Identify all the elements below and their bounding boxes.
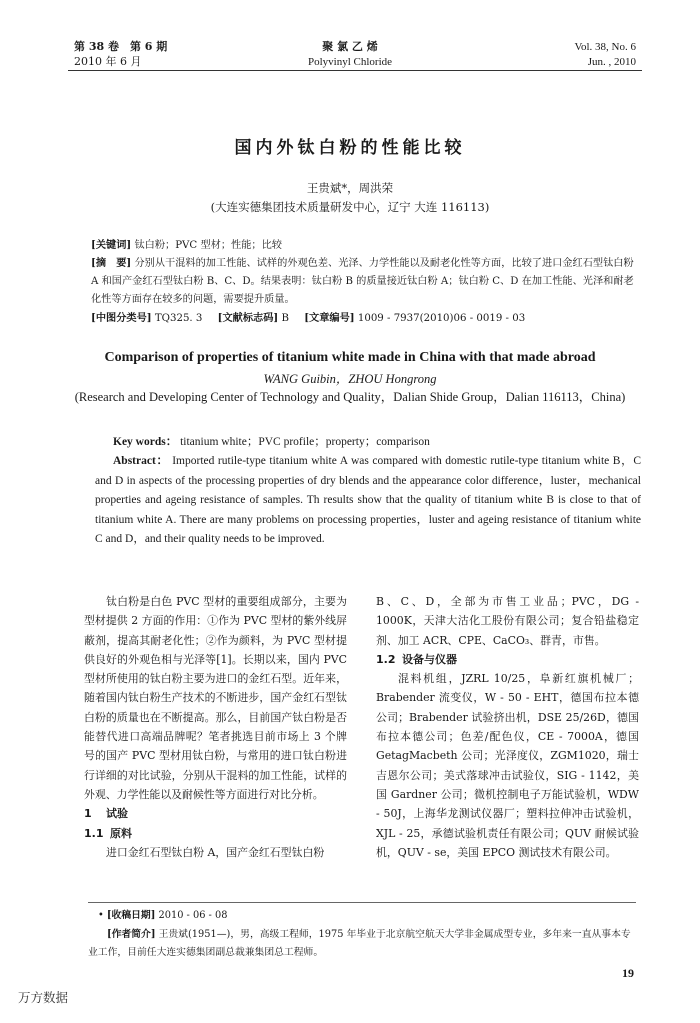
authors-en: WANG Guibin，ZHOU Hongrong xyxy=(263,372,437,386)
watermark: 万方数据 xyxy=(18,990,69,1005)
footnote-bullet: • xyxy=(98,910,107,921)
keywords-cn xyxy=(91,236,639,255)
article-title-cn: 国内外钛白粉的性能比较 xyxy=(234,138,466,158)
section-1-1-title: 原料 xyxy=(110,826,132,840)
received-label: [收稿日期] xyxy=(106,910,156,921)
body-right-column xyxy=(376,592,639,862)
article-title-en: Comparison of properties of titanium white made in China with that made abroad xyxy=(104,350,596,365)
keywords-en xyxy=(113,433,641,452)
abstract-text-cn: 分别从干混料的加工性能、试样的外观色差、光泽、力学性能以及耐老化性等方面，比较了进口金红石型钛白粉 A 和国产金红石型钛白粉 B、C、D。结果表明：钛白粉 B 的质量接近钛白粉 A；钛白粉 C、D 在加工性能、光泽和耐老化性等方面存在较多的问题，需要提升质量。 xyxy=(91,258,634,305)
header-volume-en: Vol. 38, No. 6 xyxy=(574,41,636,53)
keywords-label-en: Key words： xyxy=(113,436,178,448)
section-1-title: 试验 xyxy=(106,807,128,821)
author-bio-text: 王贵斌(1951—)，男，高级工程师，1975 年毕业于北京航空航天大学非金属成型专业，多年来一直从事本专业工作，目前任大连实德集团副总裁兼集团总工程师。 xyxy=(88,929,631,958)
footnote-author-bio xyxy=(88,926,640,962)
body-left-column xyxy=(84,592,347,862)
article-number: 1009 - 7937(2010)06 - 0019 - 03 xyxy=(357,313,526,324)
footnote-rule xyxy=(88,902,636,903)
section-1-heading xyxy=(84,804,347,823)
materials-paragraph-start: 进口金红石型钛白粉 A，国产金红石型钛白粉 xyxy=(106,845,325,859)
class-number: TQ325. 3 xyxy=(154,313,203,324)
keywords-text-cn: 钛白粉；PVC 型材；性能；比较 xyxy=(134,240,282,251)
section-1-number: 1 xyxy=(84,807,92,821)
article-no-label: [文章编号] xyxy=(304,312,355,324)
equipment-paragraph: 混料机组，JZRL 10/25，阜新红旗机械厂；Brabender 流变仪，W - 50 - EHT，德国布拉本德公司；Brabender 试验挤出机，DSE 25/26D，德国布拉本德公司；色差/配色仪，CE - 7000A，德国 GetagMacbeth 公司；光泽度仪，ZGM1020，瑞士吉恩尔公司；美式落球冲击试验仪，SIG - 1142，美国 Gardner 公司；微机控制电子万能试验机，WDW - 50J，上海华龙测试仪器厂；塑料拉伸冲击试验机，XJL - 25，承德试验机责任有限公司；QUV 耐候试验机，QUV - se，美国 EPCO 测试技术有限公司。 xyxy=(376,672,639,859)
author-bio-label: [作者简介] xyxy=(107,929,156,940)
class-label: [中图分类号] xyxy=(91,312,152,324)
header-journal-en: Polyvinyl Chloride xyxy=(307,56,393,68)
section-1-2-title: 设备与仪器 xyxy=(402,652,457,666)
abstract-label-en: Abstract： xyxy=(113,455,169,467)
intro-paragraph: 钛白粉是白色 PVC 型材的重要组成部分，主要为型材提供 2 方面的作用：①作为 PVC 型材的紫外线屏蔽剂，提高其耐老化性；②作为颜料，为 PVC 型材提供良好的外观色相与光泽等[1]。长期以来，国内 PVC 型材所使用的钛白粉主要为进口的金红石型。近年来，随着国内钛白粉生产技术的不断进步，国产金红石型钛白粉的质量也在不断提高。那么，目前国产钛白粉是否能替代进口高端品牌呢？笔者挑选目前市场上 3 个牌号的国产 PVC 型材用钛白粉，与常用的进口钛白粉进行详细的对比试验，分别从干混料的加工性能，试样的外观、力学性能以及耐候性等方面进行对比分析。 xyxy=(84,595,347,801)
header-date-en: Jun. , 2010 xyxy=(587,56,636,68)
authors-cn: 王贵斌*，周洪荣 xyxy=(306,181,394,195)
affiliation-cn: (大连实德集团技术质量研发中心，辽宁 大连 116113) xyxy=(210,200,490,214)
abstract-en xyxy=(95,452,641,550)
section-1-2-number: 1.2 xyxy=(376,652,396,666)
footnote-received xyxy=(98,907,650,925)
header-rule xyxy=(68,70,642,71)
abstract-label-cn: [摘 要] xyxy=(91,257,132,269)
materials-paragraph-end: B、C、D，全部为市售工业品；PVC，DG - 1000K，天津大沽化工股份有限公司；复合铅盐稳定剂、加工 ACR、CPE、CaCO₃、群青，市售。 xyxy=(376,595,639,647)
classification-line xyxy=(91,309,639,328)
keywords-text-en: titanium white；PVC profile；property；comparison xyxy=(180,436,430,448)
header-volume-cn: 第 38 卷 第 6 期 xyxy=(74,40,168,53)
page-number: 19 xyxy=(622,966,634,980)
section-1-1-heading xyxy=(84,824,347,843)
header-journal-cn: 聚 氯 乙 烯 xyxy=(322,40,378,53)
doc-code: B xyxy=(281,313,289,324)
keywords-label-cn: [关键词] xyxy=(91,239,132,251)
abstract-text-en: Imported rutile-type titanium white A was compared with domestic rutile-type titanium white B，C and D in aspects of the processing properties of dry blends and the appearance color difference，luster，mechanical properties and ageing resistance of samples. Th results show that the quality of titanium white B is close to that of titanium white A. There are many problems on processing properties，luster and ageing resistance of titanium white C and D，and their quality needs to be improved. xyxy=(95,455,641,546)
abstract-cn xyxy=(91,254,641,309)
received-date: 2010 - 06 - 08 xyxy=(158,910,228,921)
header-date-cn: 2010 年 6 月 xyxy=(74,55,142,68)
section-1-1-number: 1.1 xyxy=(84,826,104,840)
section-1-2-heading xyxy=(376,650,639,669)
affiliation-en: (Research and Developing Center of Technology and Quality，Dalian Shide Group，Dalian 116113，China) xyxy=(74,390,626,404)
doc-code-label: [文献标志码] xyxy=(217,312,279,324)
